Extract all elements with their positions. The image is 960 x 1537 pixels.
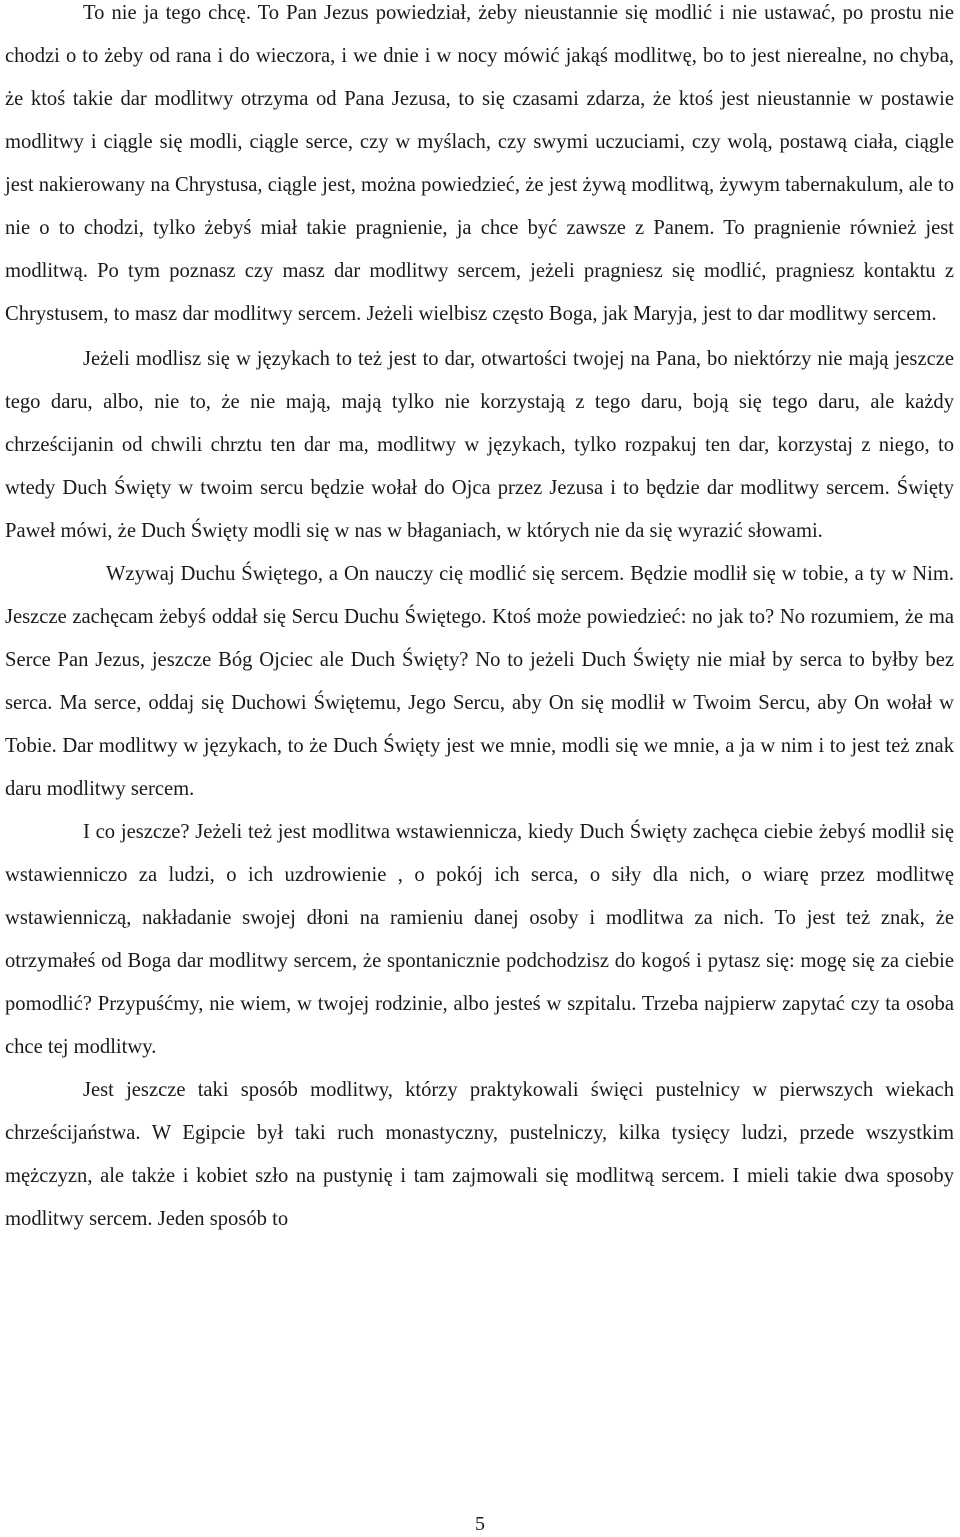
- paragraph-2: Jeżeli modlisz się w językach to też jest to dar, otwartości twojej na Pana, bo niektórzy nie mają jeszcze tego daru, albo, nie to, że nie mają, mają tylko nie korzystają z tego daru, boją się tego daru, ale każdy chrześcijanin od chwili chrztu ten dar ma, modlitwy w językach, tylko rozpakuj ten dar, korzystaj z niego, to wtedy Duch Święty w twoim sercu będzie wołał do Ojca przez Jezusa i to będzie dar modlitwy sercem. Święty Paweł mówi, że Duch Święty modli się w nas w błaganiach, w których nie da się wyrazić słowami.: [5, 348, 954, 542]
- paragraph-4: I co jeszcze? Jeżeli też jest modlitwa wstawiennicza, kiedy Duch Święty zachęca ciebie żebyś modlił się wstawienniczo za ludzi, o ich uzdrowienie , o pokój ich serca, o siły dla nich, o wiarę przez modlitwę wstawienniczą, nakładanie swojej dłoni na ramieniu danej osoby i modlitwa za nich. To jest też znak, że otrzymałeś od Boga dar modlitwy sercem, że spontanicznie podchodzisz do kogoś i pytasz się: mogę się za ciebie pomodlić? Przypuśćmy, nie wiem, w twojej rodzinie, albo jesteś w szpitalu. Trzeba najpierw zapytać czy ta osoba chce tej modlitwy.: [5, 821, 954, 1058]
- paragraph-5: Jest jeszcze taki sposób modlitwy, którzy praktykowali święci pustelnicy w pierwszych wiekach chrześcijaństwa. W Egipcie był taki ruch monastyczny, pustelniczy, kilka tysięcy ludzi, przede wszystkim mężczyzn, ale także i kobiet szło na pustynię i tam zajmowali się modlitwą sercem. I mieli takie dwa sposoby modlitwy sercem. Jeden sposób to: [5, 1079, 954, 1230]
- paragraph-3: Wzywaj Duchu Świętego, a On nauczy cię modlić się sercem. Będzie modlił się w tobie, a ty w Nim. Jeszcze zachęcam żebyś oddał się Sercu Duchu Świętego. Ktoś może powiedzieć: no jak to? No rozumiem, że ma Serce Pan Jezus, jeszcze Bóg Ojciec ale Duch Święty? No to jeżeli Duch Święty nie miał by serca to byłby bez serca. Ma serce, oddaj się Duchowi Świętemu, Jego Sercu, aby On się modlił w Twoim Sercu, aby On wołał w Tobie. Dar modlitwy w językach, to że Duch Święty jest we mnie, modli się we mnie, a ja w nim i to jest też znak daru modlitwy sercem.: [5, 563, 954, 800]
- document-page: [5, 0, 954, 1241]
- paragraph-1: To nie ja tego chcę. To Pan Jezus powiedział, żeby nieustannie się modlić i nie ustawać, po prostu nie chodzi o to żeby od rana i do wieczora, i we dnie i w nocy mówić jakąś modlitwę, bo to jest nierealne, no chyba, że ktoś takie dar modlitwy otrzyma od Pana Jezusa, to się czasami zdarza, że ktoś jest nieustannie w postawie modlitwy i ciągle się modli, ciągle serce, czy w myślach, czy swymi uczuciami, czy wolą, postawą ciała, ciągle jest nakierowany na Chrystusa, ciągle jest, można powiedzieć, że jest żywą modlitwą, żywym tabernakulum, ale to nie o to chodzi, tylko żebyś miał takie pragnienie, ja chce być zawsze z Panem. To pragnienie również jest modlitwą. Po tym poznasz czy masz dar modlitwy sercem, jeżeli pragniesz się modlić, pragniesz kontaktu z Chrystusem, to masz dar modlitwy sercem. Jeżeli wielbisz często Boga, jak Maryja, jest to dar modlitwy sercem.: [5, 2, 954, 325]
- page-number: 5: [475, 1513, 485, 1535]
